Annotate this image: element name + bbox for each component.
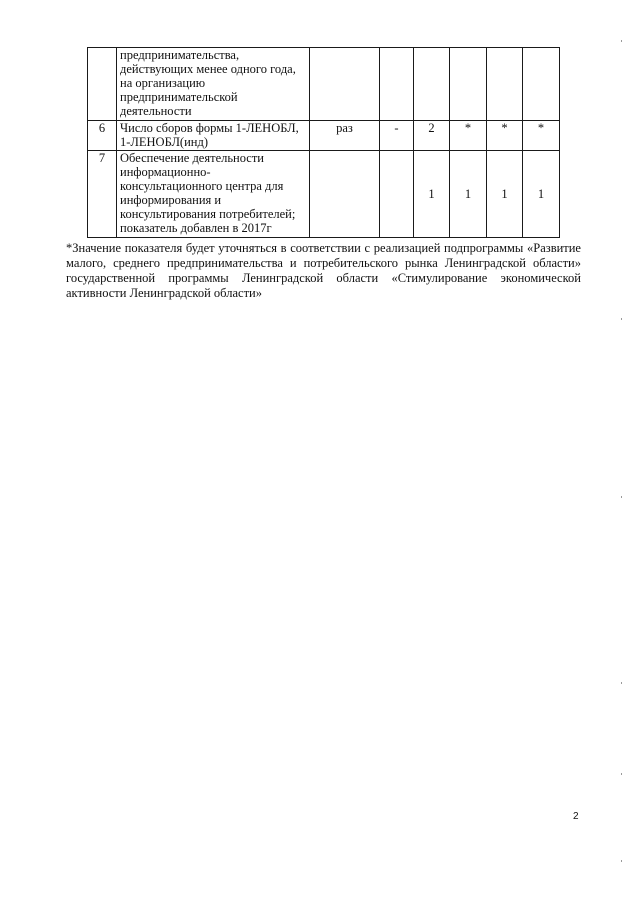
indicator-name: Обеспечение деятельности информационно-консультационного центра для информирования и консультирования потребителей; показатель добавлен в 2017г	[117, 151, 310, 238]
unit-cell	[310, 151, 380, 238]
value-cell: *	[450, 121, 487, 151]
value-cell: 1	[487, 151, 523, 238]
value-cell	[380, 151, 414, 238]
value-cell	[380, 48, 414, 121]
value-cell	[450, 48, 487, 121]
indicator-name: предпринимательства, действующих менее одного года, на организацию предпринимательской деятельности	[117, 48, 310, 121]
value-cell	[414, 48, 450, 121]
indicators-table	[87, 47, 560, 238]
value-cell: 1	[450, 151, 487, 238]
value-cell: 2	[414, 121, 450, 151]
scan-speck	[621, 318, 622, 320]
page-number: 2	[573, 811, 579, 822]
unit-cell: раз	[310, 121, 380, 151]
row-number: 7	[88, 151, 117, 238]
value-cell: -	[380, 121, 414, 151]
row-number	[88, 48, 117, 121]
value-cell: *	[523, 121, 560, 151]
footnote: *Значение показателя будет уточняться в соответствии с реализацией подпрограммы «Развитие малого, среднего предпринимательства и потребительского рынка Ленинградской области» государственной программы Ленинградской области «Стимулирование экономической активности Ленинградской области»	[66, 241, 581, 300]
value-cell	[523, 48, 560, 121]
scan-speck	[621, 496, 622, 498]
value-cell: 1	[523, 151, 560, 238]
row-number: 6	[88, 121, 117, 151]
scan-speck	[621, 40, 622, 42]
value-cell	[487, 48, 523, 121]
value-cell: *	[487, 121, 523, 151]
unit-cell	[310, 48, 380, 121]
table-row	[88, 48, 560, 121]
scan-speck	[621, 682, 622, 684]
scan-speck	[621, 773, 622, 775]
scan-speck	[621, 860, 622, 862]
value-cell: 1	[414, 151, 450, 238]
table-row	[88, 121, 560, 151]
table-row	[88, 151, 560, 238]
indicator-name: Число сборов формы 1-ЛЕНОБЛ, 1-ЛЕНОБЛ(инд)	[117, 121, 310, 151]
